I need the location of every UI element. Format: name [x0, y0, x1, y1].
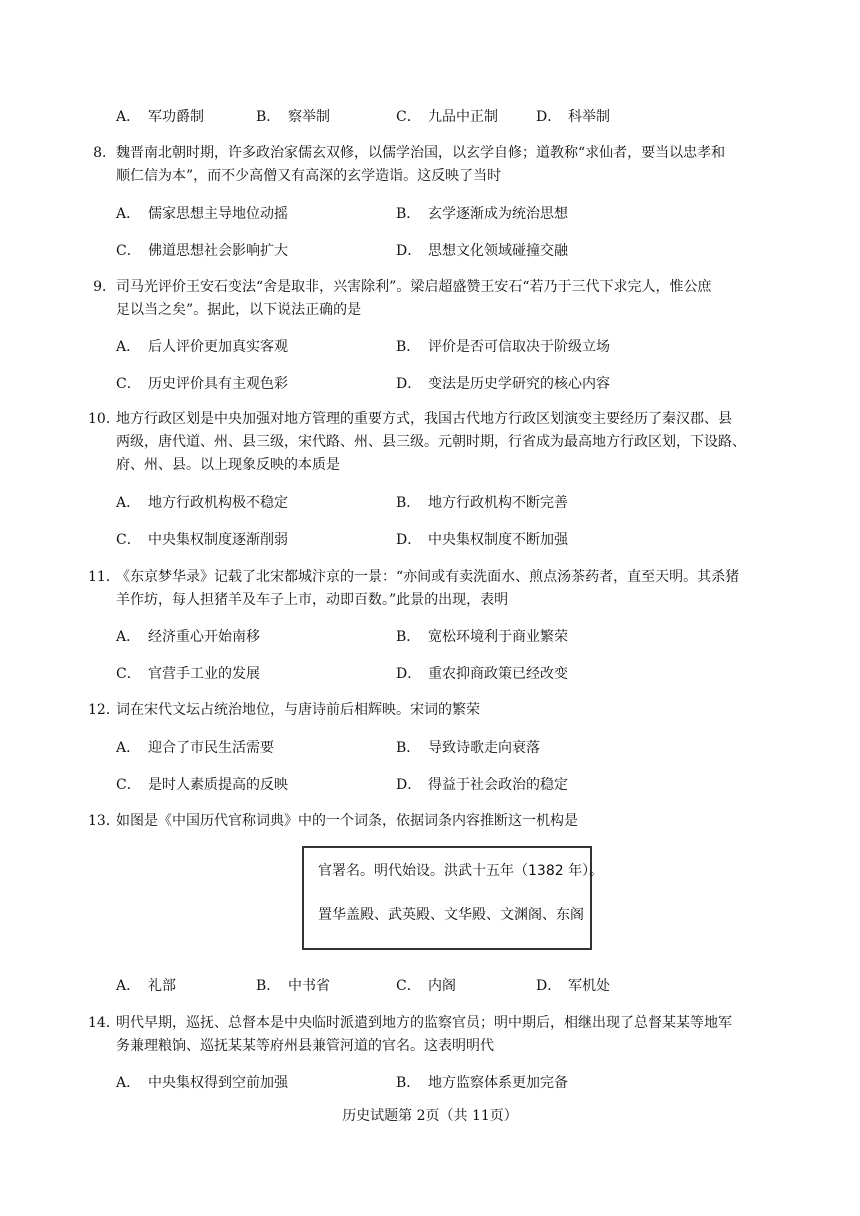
question-13: 13． 如图是《中国历代官称词典》中的一个词条，依据词条内容推断这一机构是	[88, 810, 788, 833]
question-number: 8．	[93, 145, 116, 161]
page-footer: 历史试题第 2页（共 11页）	[342, 1108, 518, 1124]
q7-option-c: C． 九品中正制	[396, 109, 498, 125]
entry-line-1: 官署名。明代始设。洪武十五年（1382 年）。	[318, 863, 604, 879]
q10-option-b: B． 地方行政机构不断完善	[396, 495, 568, 511]
q10-option-c: C． 中央集权制度逐渐削弱	[116, 532, 288, 548]
q7-option-d: D． 科举制	[536, 109, 610, 125]
question-10: 10． 地方行政区划是中央加强对地方管理的重要方式，我国古代地方行政区划演变主要经历了秦汉郡、县 两级，唐代道、州、县三级，宋代路、州、县三级。元朝时期，行省成为最高地方行政区划，下设路、 府、州、县。以上现象反映的本质是	[88, 408, 788, 477]
q12-option-d: D． 得益于社会政治的稳定	[396, 777, 568, 793]
q11-option-c: C． 官营手工业的发展	[116, 666, 260, 682]
dictionary-entry-box	[302, 846, 604, 950]
q13-option-d: D． 军机处	[536, 978, 610, 994]
q13-option-b: B． 中书省	[256, 978, 330, 994]
question-number: 13．	[88, 813, 120, 829]
question-14: 14． 明代早期，巡抚、总督本是中央临时派遣到地方的监察官员；明中期后，相继出现了总督某某等地军 务兼理粮饷、巡抚某某等府州县兼管河道的官名。这表明明代	[88, 1012, 788, 1058]
question-number: 9．	[93, 279, 116, 295]
q12-option-b: B． 导致诗歌走向衰落	[396, 740, 540, 756]
q10-option-a: A． 地方行政机构极不稳定	[116, 495, 288, 511]
q12-option-c: C． 是时人素质提高的反映	[116, 777, 288, 793]
question-9: 9． 司马光评价王安石变法“舍是取非，兴害除利”。梁启超盛赞王安石“若乃于三代下求完人，惟公庶 足以当之矣”。据此，以下说法正确的是	[88, 276, 788, 322]
q9-option-c: C． 历史评价具有主观色彩	[116, 376, 288, 392]
q9-option-b: B． 评价是否可信取决于阶级立场	[396, 339, 610, 355]
q11-option-b: B． 宽松环境利于商业繁荣	[396, 629, 568, 645]
question-12: 12． 词在宋代文坛占统治地位，与唐诗前后相辉映。宋词的繁荣	[88, 699, 788, 722]
question-number: 14．	[88, 1015, 120, 1031]
q9-option-a: A． 后人评价更加真实客观	[116, 339, 288, 355]
question-number: 10．	[88, 411, 120, 427]
q14-option-b: B． 地方监察体系更加完备	[396, 1075, 568, 1091]
q12-option-a: A． 迎合了市民生活需要	[116, 740, 274, 756]
question-8: 8． 魏晋南北朝时期，许多政治家儒玄双修，以儒学治国，以玄学自修；道教称“求仙者，要当以忠孝和 顺仁信为本”，而不少高僧又有高深的玄学造诣。这反映了当时	[88, 142, 788, 188]
q7-option-a: A． 军功爵制	[116, 109, 204, 125]
q14-option-a: A． 中央集权得到空前加强	[116, 1075, 288, 1091]
question-number: 12．	[88, 702, 120, 718]
q10-option-d: D． 中央集权制度不断加强	[396, 532, 568, 548]
q13-option-c: C． 内阁	[396, 978, 456, 994]
q8-option-b: B． 玄学逐渐成为统治思想	[396, 206, 568, 222]
entry-line-2: 置华盖殿、武英殿、文华殿、文渊阁、东阁	[318, 907, 584, 923]
q11-option-a: A． 经济重心开始南移	[116, 629, 260, 645]
q11-option-d: D． 重农抑商政策已经改变	[396, 666, 568, 682]
question-number: 11．	[88, 569, 120, 585]
question-11: 11． 《东京梦华录》记载了北宋都城汴京的一景：“亦间或有卖洗面水、煎点汤茶药者，直至天明。其杀猪 羊作坊，每人担猪羊及车子上市，动即百数。”此景的出现，表明	[88, 566, 788, 612]
q8-option-d: D． 思想文化领域碰撞交融	[396, 243, 568, 259]
q13-option-a: A． 礼部	[116, 978, 176, 994]
q8-option-a: A． 儒家思想主导地位动摇	[116, 206, 288, 222]
q8-option-c: C． 佛道思想社会影响扩大	[116, 243, 288, 259]
q9-option-d: D． 变法是历史学研究的核心内容	[396, 376, 610, 392]
q7-option-b: B． 察举制	[256, 109, 330, 125]
